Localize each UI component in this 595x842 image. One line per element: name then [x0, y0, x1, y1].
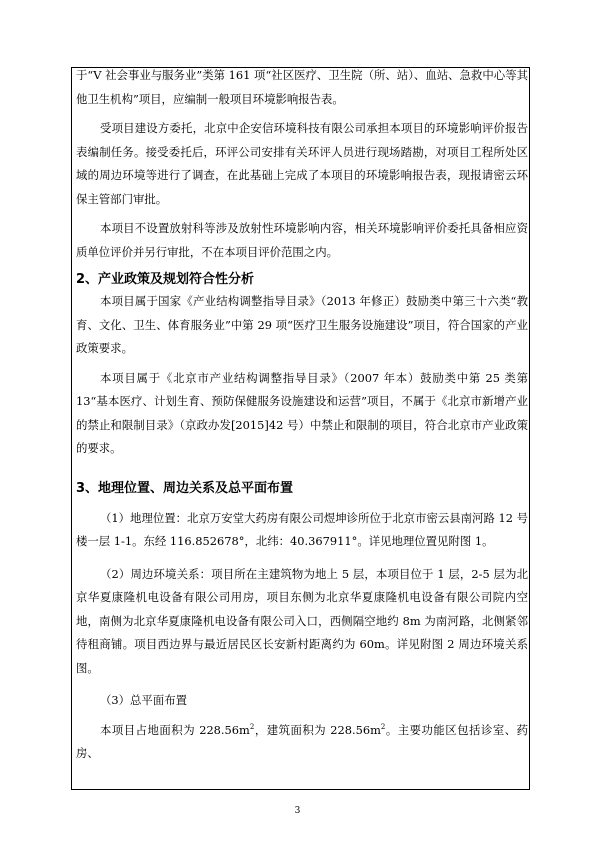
paragraph: 本项目属于国家《产业结构调整指导目录》（2013 年修正）鼓励类中第三十六类“教育、文化、卫生、体育服务业”中第 29 项“医疗卫生服务设施建设”项目，符合国家的产业政策要求。 — [76, 294, 528, 355]
text-run: 。主要功能区包括诊室、药房、 — [76, 722, 528, 760]
paragraph: 于“V 社会事业与服务业”类第 161 项“社区医疗、卫生院（所、站）、血站、急救中心等其他卫生机构”项目，应编制一般项目环境影响报告表。 — [76, 68, 528, 106]
page-number: 3 — [294, 806, 301, 816]
paragraph: （1）地理位置：北京万安堂大药房有限公司煜坤诊所位于北京市密云县南河路 12 号楼一层 1-1。东经 116.852678°，北纬：40.367911°。详见地理位置见附图 1。 — [76, 510, 528, 548]
section-heading: 2、产业政策及规划符合性分析 — [76, 272, 255, 287]
text-run: ，建筑面积为 228.56m — [254, 722, 381, 737]
paragraph: 本项目属于《北京市产业结构调整指导目录》（2007 年本）鼓励类中第 25 类第 13“基本医疗、计划生育、预防保健服务设施建设和运营”项目，不属于《北京市新增产业的禁止和限制目录》（京政办发[2015]42 号）中禁止和限制的项目，符合北京市产业政策的要求。 — [76, 370, 528, 455]
section-heading: 3、地理位置、周边关系及总平面布置 — [76, 480, 294, 496]
superscript: 2 — [249, 722, 255, 731]
paragraph — [76, 719, 528, 766]
text-run: 本项目占地面积为 228.56m — [100, 722, 250, 737]
paragraph: 受项目建设方委托，北京中企安信环境科技有限公司承担本项目的环境影响评价报告表编制任务。接受委托后，环评公司安排有关环评人员进行现场踏勘，对项目工程所处区域的周边环境等进行了调查，在此基础上完成了本项目的环境影响报告表，现报请密云环保主管部门审批。 — [76, 121, 528, 206]
superscript: 2 — [380, 722, 386, 731]
document-body — [76, 64, 528, 766]
paragraph: （3）总平面布置 — [100, 693, 187, 707]
paragraph: 本项目不设置放射科等涉及放射性环境影响内容，相关环境影响评价委托具备相应资质单位评价并另行审批，不在本项目评价范围之内。 — [76, 221, 528, 259]
paragraph: （2）周边环境关系：项目所在主建筑物为地上 5 层，本项目位于 1 层，2-5 层为北京华夏康隆机电设备有限公司用房，项目东侧为北京华夏康隆机电设备有限公司院内空地，南侧为北京华夏康隆机电设备有限公司入口，西侧隔空地约 8m 为南河路，北侧紧邻待租商铺。项目西边界与最近居民区长安新村距离约为 60m。详见附图 2 周边环境关系图。 — [76, 566, 528, 675]
